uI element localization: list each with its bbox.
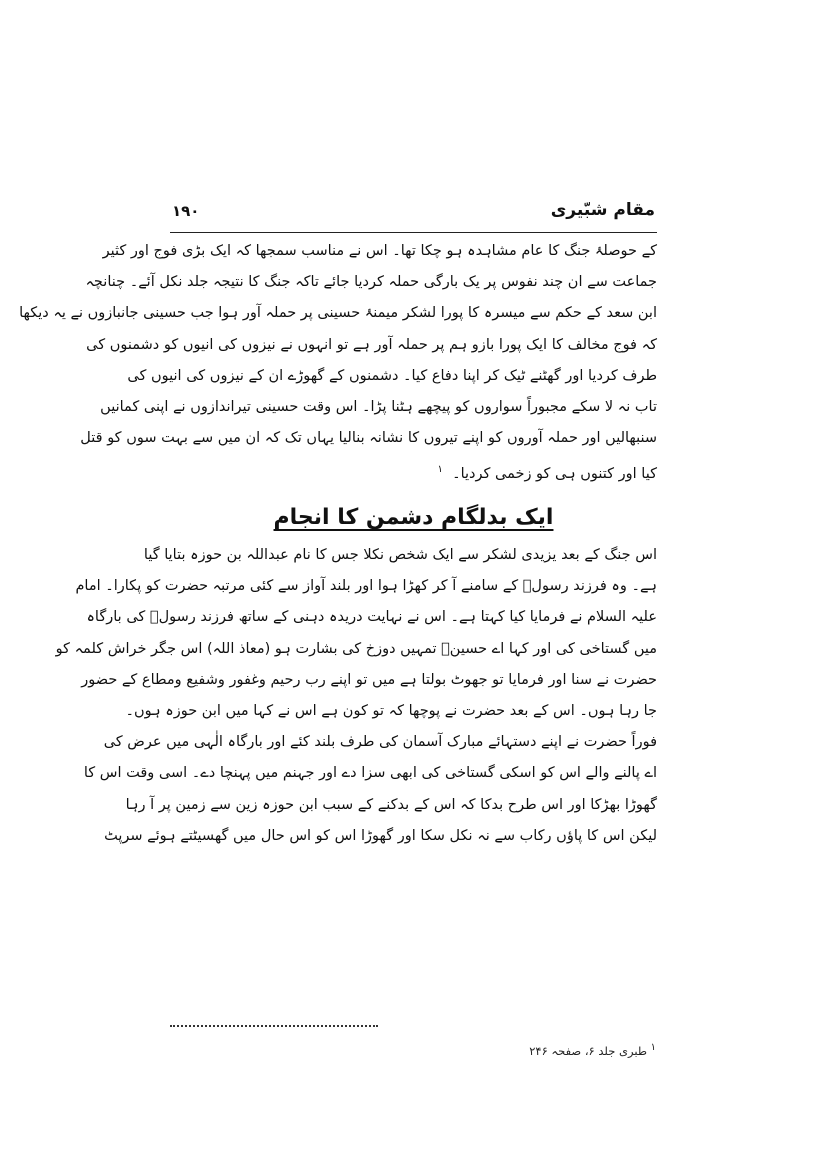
text-line: جا رہا ہوں۔ اس کے بعد حضرت نے پوچھا کہ تو کون ہے اس نے کہا میں ابن حوزہ ہوں۔	[125, 702, 657, 719]
text-line: سنبھالیں اور حملہ آوروں کو اپنے تیروں کا نشانہ بنالیا یہاں تک کہ ان میں سے بہت سوں کو قتل	[80, 430, 657, 447]
text-line: ابن سعد کے حکم سے میسرہ کا پورا لشکر میمنۂ حسینی پر حملہ آور ہوا جب حسینی جانبازوں نے یہ دیکھا	[19, 305, 657, 322]
paragraph-1	[19, 236, 657, 486]
footnote	[169, 1042, 656, 1058]
text-line: جماعت سے ان چند نفوس پر یک بارگی حملہ کردیا جائے تاکہ جنگ کا نتیجہ جلد نکل آئے۔ چنانچہ	[85, 274, 657, 291]
footnote-marker: ۱	[650, 1042, 656, 1053]
text-line: گھوڑا بھڑکا اور اس طرح بدکا کہ اس کے بدکنے کے سبب ابن حوزہ زین سے زمین پر آ رہا	[125, 796, 657, 813]
footnote-reference: ۱	[437, 464, 443, 476]
footnote-divider	[170, 1025, 378, 1027]
footnote-text: طبری جلد ۶، صفحہ ۲۴۶	[529, 1043, 647, 1058]
text-line: کیا اور کتنوں ہی کو زخمی کردیا۔	[452, 466, 657, 483]
text-line: ہے۔ وہ فرزند رسولؐ کے سامنے آ کر کھڑا ہوا اور بلند آواز سے کئی مرتبہ حضرت کو پکارا۔ امام	[75, 578, 657, 595]
section-heading-text: ایک بدلگام دشمن کا انجام	[273, 505, 554, 530]
page-number: ۱۹۰	[172, 202, 200, 220]
text-line: اس جنگ کے بعد یزیدی لشکر سے ایک شخص نکلا جس کا نام عبداللہ بن حوزہ بتایا گیا	[143, 547, 657, 563]
text-line: اے پالنے والے اس کو اسکی گستاخی کی ابھی سزا دے اور جہنم میں پہنچا دے۔ اسی وقت اس کا	[83, 765, 657, 782]
text-line: فوراً حضرت نے اپنے دستہائے مبارک آسمان کی طرف بلند کئے اور بارگاہ الٰہی میں عرض کی	[103, 734, 657, 751]
paragraph-2	[55, 540, 657, 852]
text-line: حضرت نے سنا اور فرمایا تو جھوٹ بولتا ہے میں تو اپنے رب رحیم وغفور وشفیع ومطاع کے حضور	[81, 671, 657, 688]
text-line: کہ فوج مخالف کا ایک پورا بازو ہم پر حملہ آور ہے تو انہوں نے نیزوں کی انیوں کو دشمنوں کی	[86, 336, 657, 353]
section-heading	[170, 505, 657, 530]
book-title: مقام شبّیری	[550, 200, 655, 220]
text-line: لیکن اس کا پاؤں رکاب سے نہ نکل سکا اور گھوڑا اس کو اس حال میں گھسیٹتے ہوئے سرپٹ	[104, 827, 657, 844]
text-line: طرف کردیا اور گھٹنے ٹیک کر اپنا دفاع کیا۔ دشمنوں کے گھوڑے ان کے نیزوں کی انیوں کی	[127, 367, 657, 384]
page-header	[170, 196, 657, 233]
text-line: علیہ السلام نے فرمایا کیا کہتا ہے۔ اس نے نہایت دریدہ دہنی کے ساتھ فرزند رسولؐ کی بارگاہ	[86, 609, 657, 626]
text-line-last	[170, 454, 657, 485]
text-line: میں گستاخی کی اور کہا اے حسینؑ تمہیں دوزخ کی بشارت ہو (معاذ اللہ) اس جگر خراش کلمہ کو	[55, 640, 657, 657]
text-line: تاب نہ لا سکے مجبوراً سواروں کو پیچھے ہٹنا پڑا۔ اس وقت حسینی تیراندازوں نے اپنی کمانیں	[100, 398, 657, 415]
text-line: کے حوصلۂ جنگ کا عام مشاہدہ ہو چکا تھا۔ اس نے مناسب سمجھا کہ ایک بڑی فوج اور کثیر	[102, 243, 657, 259]
